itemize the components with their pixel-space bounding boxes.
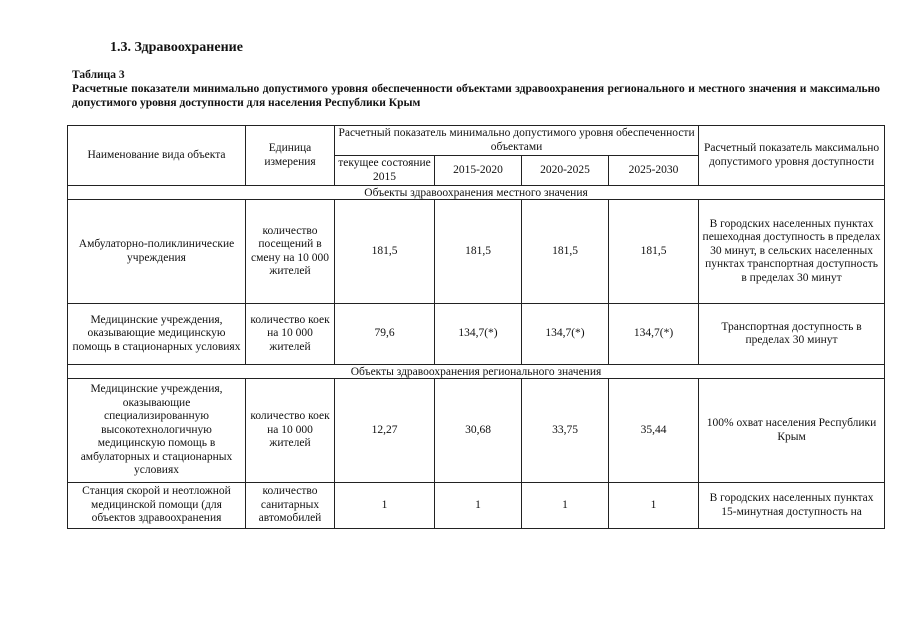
header-period-2: 2020-2025 bbox=[522, 156, 609, 186]
row-current: 1 bbox=[335, 483, 435, 529]
row-period-3: 1 bbox=[609, 483, 699, 529]
header-max-access: Расчетный показатель максимально допустимого уровня доступности bbox=[699, 126, 885, 186]
header-period-3: 2025-2030 bbox=[609, 156, 699, 186]
row-current: 181,5 bbox=[335, 200, 435, 304]
row-access: В городских населенных пунктах пешеходная доступность в пределах 30 минут, в сельских населенных пунктах транспортная доступность в пределах 30 минут bbox=[699, 200, 885, 304]
row-unit: количество санитарных автомобилей bbox=[246, 483, 335, 529]
header-current: текущее состояние 2015 bbox=[335, 156, 435, 186]
row-period-3: 181,5 bbox=[609, 200, 699, 304]
row-access: Транспортная доступность в пределах 30 минут bbox=[699, 304, 885, 365]
section-title: 1.3. Здравоохранение bbox=[110, 40, 243, 55]
row-access-line-2: 15-минутная доступность на bbox=[721, 505, 862, 518]
section-regional: Объекты здравоохранения регионального значения bbox=[68, 365, 885, 379]
section-local: Объекты здравоохранения местного значения bbox=[68, 186, 885, 200]
provision-table bbox=[67, 125, 885, 529]
row-unit: количество коек на 10 000 жителей bbox=[246, 379, 335, 483]
table-row bbox=[68, 483, 885, 529]
header-period-1: 2015-2020 bbox=[435, 156, 522, 186]
header-object-type: Наименование вида объекта bbox=[68, 126, 246, 186]
table-row bbox=[68, 379, 885, 483]
table-caption: Расчетные показатели минимально допустимого уровня обеспеченности объектами здравоохранения регионального и местного значения и максимально допустимого уровня доступности для населения Республики Крым bbox=[72, 83, 880, 109]
row-period-1: 134,7(*) bbox=[435, 304, 522, 365]
row-period-1: 30,68 bbox=[435, 379, 522, 483]
section-row-local bbox=[68, 186, 885, 200]
row-access: 100% охват населения Республики Крым bbox=[699, 379, 885, 483]
header-unit: Единица измерения bbox=[246, 126, 335, 186]
row-period-2: 1 bbox=[522, 483, 609, 529]
section-row-regional bbox=[68, 365, 885, 379]
row-current: 12,27 bbox=[335, 379, 435, 483]
row-name: Станция скорой и неотложной медицинской помощи (для объектов здравоохранения bbox=[68, 483, 246, 529]
table-label: Таблица 3 bbox=[72, 69, 125, 81]
table-caption-block bbox=[72, 68, 880, 110]
row-access-line-1: В городских населенных пунктах bbox=[709, 492, 874, 504]
row-access bbox=[699, 483, 885, 529]
header-min-level: Расчетный показатель минимально допустимого уровня обеспеченности объектами bbox=[335, 126, 699, 156]
row-name: Медицинские учреждения, оказывающие медицинскую помощь в стационарных условиях bbox=[68, 304, 246, 365]
table-row bbox=[68, 304, 885, 365]
row-current: 79,6 bbox=[335, 304, 435, 365]
row-period-3: 35,44 bbox=[609, 379, 699, 483]
row-name: Медицинские учреждения, оказывающие специализированную высокотехнологичную медицинскую помощь в амбулаторных и стационарных условиях bbox=[68, 379, 246, 483]
row-name: Амбулаторно-поликлинические учреждения bbox=[68, 200, 246, 304]
row-period-1: 1 bbox=[435, 483, 522, 529]
row-period-3: 134,7(*) bbox=[609, 304, 699, 365]
row-period-2: 134,7(*) bbox=[522, 304, 609, 365]
row-period-2: 33,75 bbox=[522, 379, 609, 483]
header-row-1 bbox=[68, 126, 885, 156]
row-period-2: 181,5 bbox=[522, 200, 609, 304]
table-row bbox=[68, 200, 885, 304]
row-period-1: 181,5 bbox=[435, 200, 522, 304]
row-unit: количество посещений в смену на 10 000 жителей bbox=[246, 200, 335, 304]
row-unit: количество коек на 10 000 жителей bbox=[246, 304, 335, 365]
